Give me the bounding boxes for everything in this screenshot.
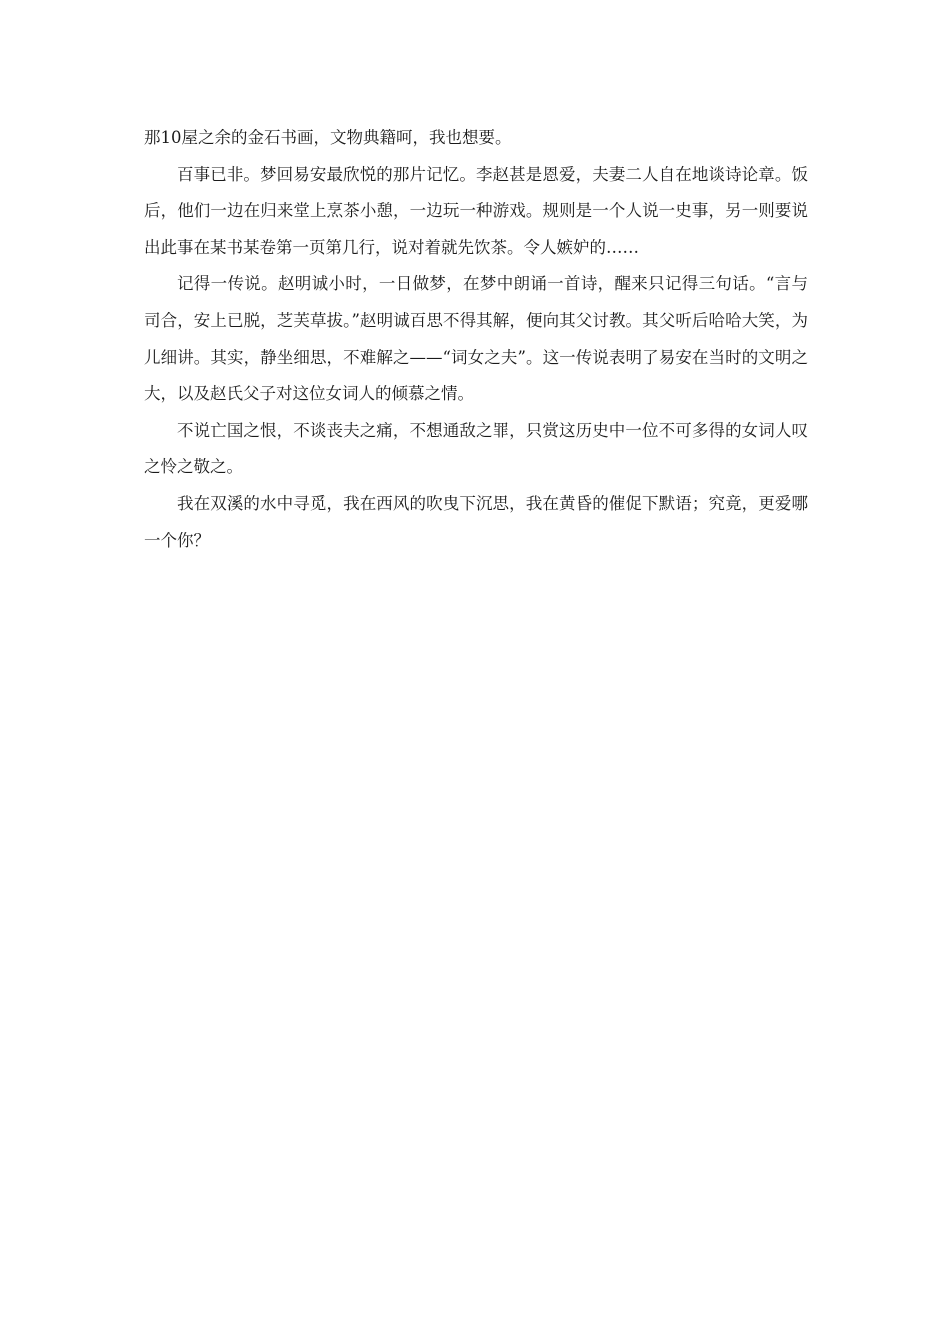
paragraph-4: 不说亡国之恨，不谈丧夫之痛，不想通敌之罪，只赏这历史中一位不可多得的女词人叹之怜之敬之。 xyxy=(144,420,808,477)
paragraph-3: 记得一传说。赵明诚小时，一日做梦，在梦中朗诵一首诗，醒来只记得三句话。“言与司合，安上已脱，芝芙草拔。”赵明诚百思不得其解，便向其父讨教。其父听后哈哈大笑，为儿细讲。其实，静坐细思，不难解之——“词女之夫”。这一传说表明了易安在当时的文明之大，以及赵氏父子对这位女词人的倾慕之情。 xyxy=(144,274,808,404)
paragraph-1: 那10屋之余的金石书画，文物典籍呵，我也想要。 xyxy=(144,128,512,147)
document-body xyxy=(144,120,808,559)
paragraph-2: 百事已非。梦回易安最欣悦的那片记忆。李赵甚是恩爱，夫妻二人自在地谈诗论章。饭后，他们一边在归来堂上烹茶小憩，一边玩一种游戏。规则是一个人说一史事，另一则要说出此事在某书某卷第一页第几行，说对着就先饮茶。令人嫉妒的…… xyxy=(144,164,808,257)
paragraph-5: 我在双溪的水中寻觅，我在西风的吹曳下沉思，我在黄昏的催促下默语；究竟，更爱哪一个你？ xyxy=(144,493,808,550)
